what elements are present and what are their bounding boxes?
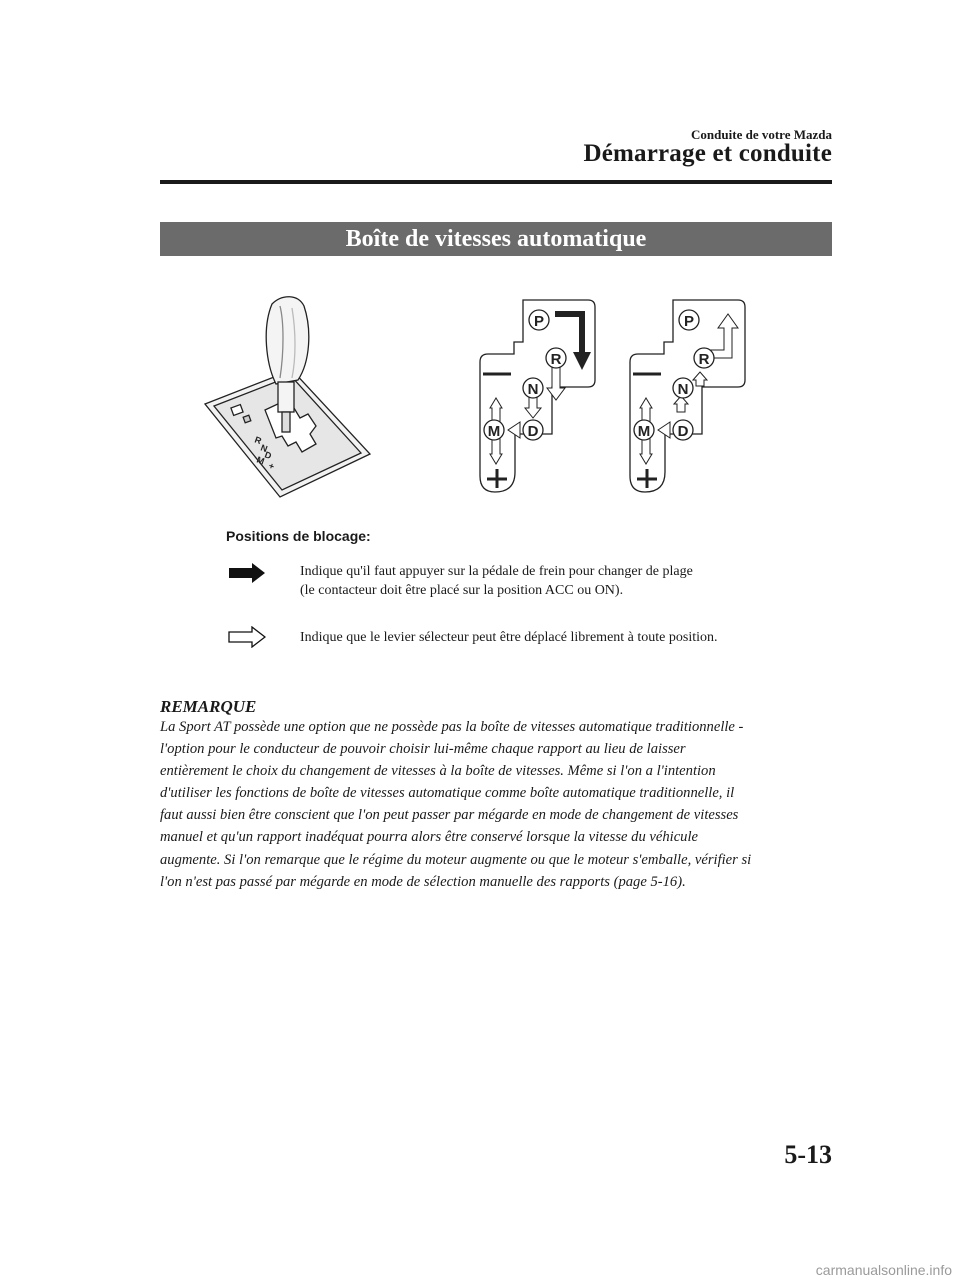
outline-arrow-icon <box>228 626 266 648</box>
section-title-bar: Boîte de vitesses automatique <box>160 222 832 256</box>
legend-title: Positions de blocage: <box>226 528 371 544</box>
gear-r-left: R <box>550 351 562 368</box>
note-line: entièrement le choix du changement de vitesses à la boîte de vitesses. Même si l'on a l'intention <box>160 763 716 780</box>
page-number: 5-13 <box>784 1140 832 1169</box>
lever-letter-m: M <box>255 454 266 467</box>
gear-shift-figure <box>190 292 770 507</box>
note-line: d'utiliser les fonctions de boîte de vitesses automatique comme boîte automatique traditionnelle, il <box>160 785 735 802</box>
note-line: l'option pour le conducteur de pouvoir choisir lui-même chaque rapport au lieu de laisser <box>160 741 686 758</box>
lever-letter-r: R <box>253 434 263 447</box>
note-line: manuel et qu'un rapport inadéquat pourra alors être conservé lorsque la vitesse du véhicule <box>160 829 699 846</box>
gear-m-left: M <box>487 423 501 440</box>
solid-arrow-icon <box>228 562 266 584</box>
gear-r-right: R <box>698 351 710 368</box>
section-header: Démarrage et conduite <box>583 140 832 167</box>
shift-gate-left <box>480 300 595 492</box>
note-heading: REMARQUE <box>160 697 257 716</box>
note-line: l'on n'est pas passé par mégarde en mode de sélection manuelle des rapports (page 5-16). <box>160 873 686 890</box>
note-line: faut aussi bien être conscient que l'on peut passer par mégarde en mode de changement de vitesses <box>160 807 739 824</box>
gear-p-left: P <box>533 313 545 330</box>
chapter-title: Conduite de votre Mazda <box>691 127 832 142</box>
legend-item-solid <box>300 562 820 600</box>
gear-m-right: M <box>637 423 651 440</box>
shift-lever-illustration <box>205 297 370 497</box>
legend-item-solid-line1: Indique qu'il faut appuyer sur la pédale de frein pour changer de plage <box>300 564 693 579</box>
gear-p-right: P <box>683 313 695 330</box>
header-divider <box>160 180 832 184</box>
lever-letter-n: N <box>259 442 269 455</box>
gear-d-left: D <box>527 423 539 440</box>
watermark: carmanualsonline.info <box>815 1262 952 1278</box>
note-line: augmente. Si l'on remarque que le régime du moteur augmente ou que le moteur s'emballe, vérifier si <box>160 851 752 868</box>
lever-letter-plus: + <box>267 460 276 472</box>
note-body <box>160 716 832 893</box>
shift-gate-right <box>630 300 745 492</box>
gear-d-right: D <box>677 423 689 440</box>
note-line: La Sport AT possède une option que ne possède pas la boîte de vitesses automatique traditionnelle - <box>160 719 744 735</box>
legend-item-solid-line2: (le contacteur doit être placé sur la position ACC ou ON). <box>300 583 624 598</box>
legend-item-outline: Indique que le levier sélecteur peut être déplacé librement à toute position. <box>300 630 718 645</box>
gear-n-right: N <box>677 381 689 398</box>
gear-n-left: N <box>527 381 539 398</box>
lever-letter-d: D <box>263 449 273 462</box>
